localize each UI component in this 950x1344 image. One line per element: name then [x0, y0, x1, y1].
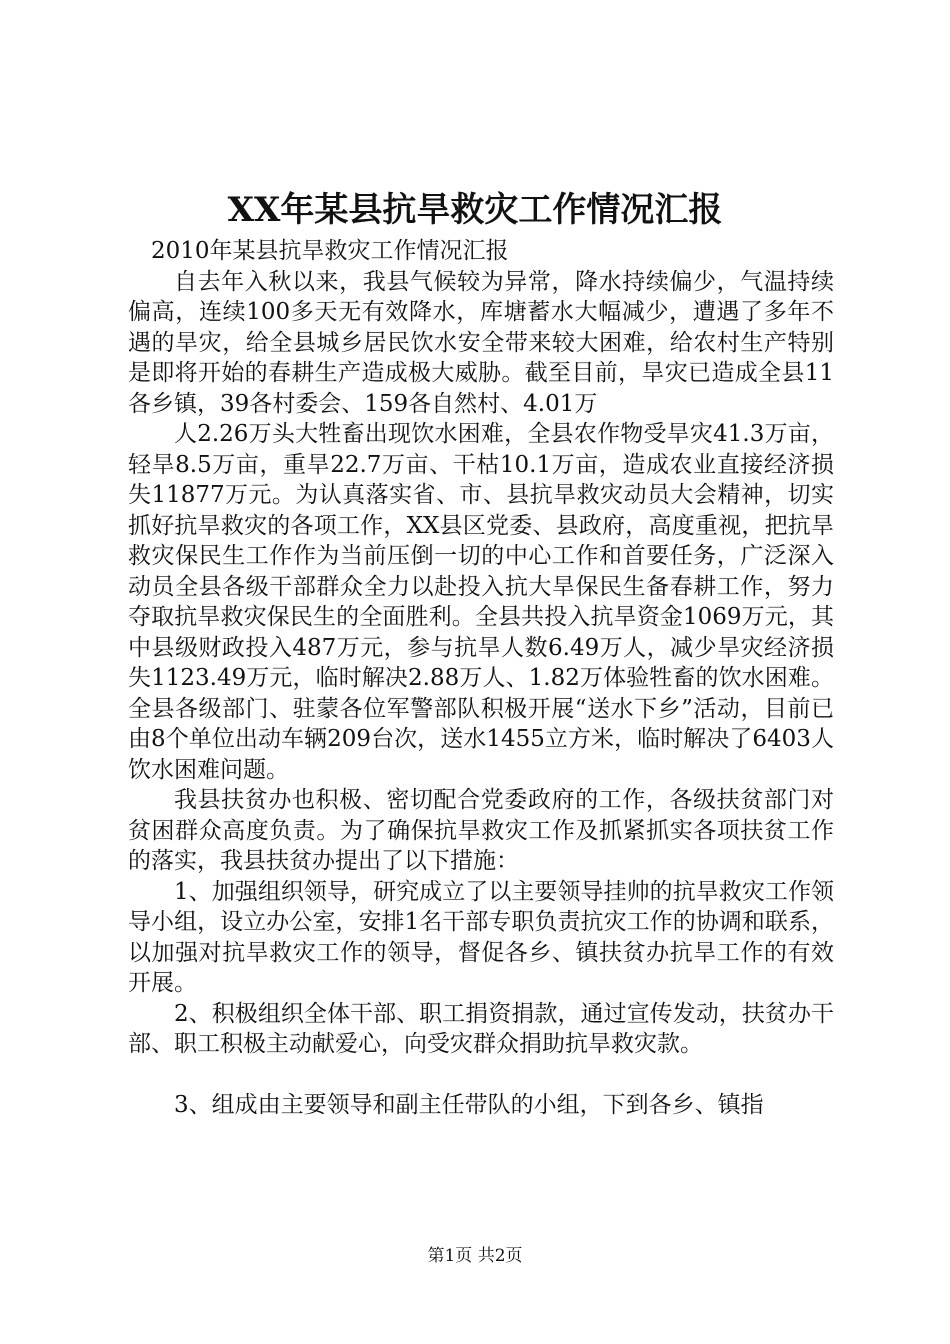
paragraph-1: 自去年入秋以来，我县气候较为异常，降水持续偏少，气温持续偏高，连续100多天无有效降水，库塘蓄水大幅减少，遭遇了多年不遇的旱灾，给全县城乡居民饮水安全带来较大困难，给农村生产特别是即将开始的春耕生产造成极大威胁。截至目前，旱灾已造成全县11各乡镇，39各村委会、159各自然村、4.01万	[128, 268, 834, 417]
document-title: XX年某县抗旱救灾工作情况汇报	[227, 190, 723, 230]
paragraph-5: 2、积极组织全体干部、职工捐资捐款，通过宣传发动，扶贫办干部、职工积极主动献爱心，向受灾群众捐助抗旱救灾款。	[128, 1000, 834, 1057]
page-footer: 第1页 共2页	[427, 1246, 523, 1266]
paragraph-3: 我县扶贫办也积极、密切配合党委政府的工作，各级扶贫部门对贫困群众高度负责。为了确保抗旱救灾工作及抓紧抓实各项扶贫工作的落实，我县扶贫办提出了以下措施：	[128, 787, 834, 874]
paragraph-4: 1、加强组织领导，研究成立了以主要领导挂帅的抗旱救灾工作领导小组，设立办公室，安排1名干部专职负责抗灾工作的协调和联系，以加强对抗旱救灾工作的领导，督促各乡、镇扶贫办抗旱工作的有效开展。	[128, 878, 834, 996]
paragraph-2: 人2.26万头大牲畜出现饮水困难，全县农作物受旱灾41.3万亩，轻旱8.5万亩，重旱22.7万亩、干枯10.1万亩，造成农业直接经济损失11877万元。为认真落实省、市、县抗旱救灾动员大会精神，切实抓好抗旱救灾的各项工作，XX县区党委、县政府，高度重视，把抗旱救灾保民生工作作为当前压倒一切的中心工作和首要任务，广泛深入动员全县各级干部群众全力以赴投入抗大旱保民生备春耕工作，努力夺取抗旱救灾保民生的全面胜利。全县共投入抗旱资金1069万元，其中县级财政投入487万元，参与抗旱人数6.49万人，减少旱灾经济损失1123.49万元，临时解决2.88万人、1.82万体验牲畜的饮水困难。全县各级部门、驻蒙各位军警部队积极开展“送水下乡”活动，目前已由8个单位出动车辆209台次，送水1455立方米，临时解决了6403人饮水困难问题。	[128, 421, 834, 783]
paragraph-6: 3、组成由主要领导和副主任带队的小组，下到各乡、镇指	[174, 1091, 764, 1118]
document-body	[128, 236, 834, 1120]
paragraph-subtitle: 2010年某县抗旱救灾工作情况汇报	[151, 238, 509, 264]
